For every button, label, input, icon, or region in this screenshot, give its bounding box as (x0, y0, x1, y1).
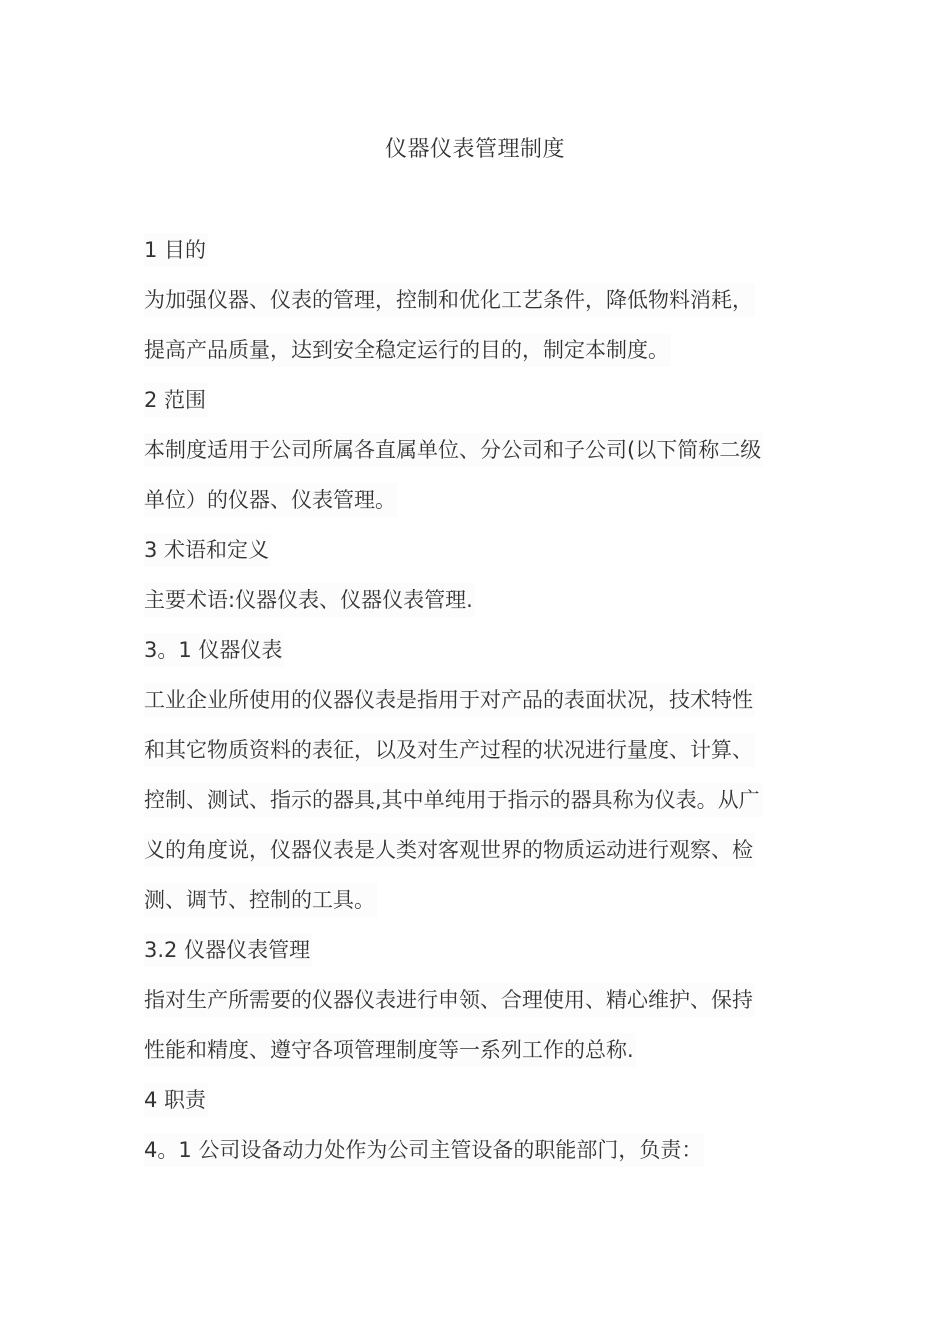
text-line: 义的角度说，仪器仪表是人类对客观世界的物质运动进行观察、检 (144, 833, 755, 867)
paragraph-line (144, 883, 824, 933)
subsection-heading-instruments (144, 633, 824, 683)
text-line: 1 目的 (144, 233, 208, 267)
paragraph-line (144, 833, 824, 883)
paragraph-line (144, 983, 824, 1033)
text-line: 3。1 仪器仪表 (144, 633, 284, 667)
text-line: 4。1 公司设备动力处作为公司主管设备的职能部门，负责： (144, 1133, 704, 1167)
paragraph-line (144, 783, 824, 833)
text-line: 本制度适用于公司所属各直属单位、分公司和子公司(以下简称二级 (144, 433, 763, 467)
paragraph-line (144, 283, 824, 333)
text-line: 测、调节、控制的工具。 (144, 883, 377, 917)
paragraph-line (144, 1033, 824, 1083)
text-line: 单位）的仪器、仪表管理。 (144, 483, 398, 517)
section-heading-scope (144, 383, 824, 433)
text-line: 性能和精度、遵守各项管理制度等一系列工作的总称. (144, 1033, 636, 1067)
text-line: 指对生产所需要的仪器仪表进行申领、合理使用、精心维护、保持 (144, 983, 755, 1017)
subsection-heading-management (144, 933, 824, 983)
paragraph-line (144, 733, 824, 783)
paragraph-line (144, 683, 824, 733)
section-heading-purpose (144, 233, 824, 283)
text-line: 为加强仪器、仪表的管理，控制和优化工艺条件，降低物料消耗， (144, 283, 755, 317)
text-line: 3.2 仪器仪表管理 (144, 933, 312, 967)
paragraph-line (144, 333, 824, 383)
document-title: 仪器仪表管理制度 (384, 137, 565, 162)
text-line: 2 范围 (144, 383, 208, 417)
text-line: 3 术语和定义 (144, 533, 271, 567)
text-line: 工业企业所使用的仪器仪表是指用于对产品的表面状况，技术特性 (144, 683, 755, 717)
paragraph-line (144, 483, 824, 533)
section-heading-responsibilities (144, 1083, 824, 1133)
text-line: 控制、测试、指示的器具,其中单纯用于指示的器具称为仪表。从广 (144, 783, 762, 817)
paragraph-line (144, 433, 824, 483)
text-line: 提高产品质量，达到安全稳定运行的目的，制定本制度。 (144, 333, 671, 367)
document-body (144, 233, 824, 1183)
text-line: 4 职责 (144, 1083, 208, 1117)
section-heading-terms (144, 533, 824, 583)
paragraph-line (144, 1133, 824, 1183)
text-line: 主要术语:仪器仪表、仪器仪表管理. (144, 583, 475, 617)
paragraph-line (144, 583, 824, 633)
text-line: 和其它物质资料的表征，以及对生产过程的状况进行量度、计算、 (144, 733, 755, 767)
